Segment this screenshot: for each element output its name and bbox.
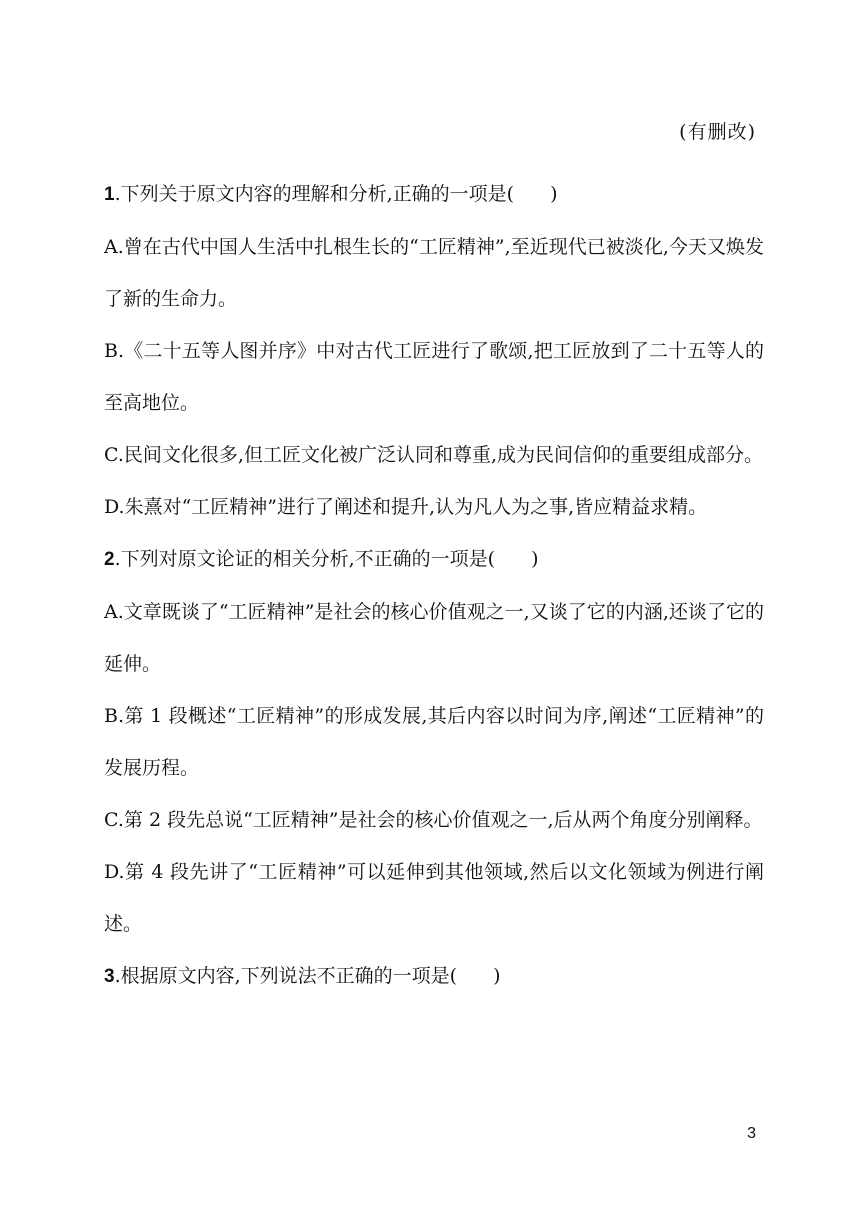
question-number: 3: [104, 966, 115, 987]
option-c: C.第 2 段先总说“工匠精神”是社会的核心价值观之一,后从两个角度分别阐释。: [104, 809, 763, 831]
option-c: C.民间文化很多,但工匠文化被广泛认同和尊重,成为民间信仰的重要组成部分。: [104, 444, 763, 466]
page-number: 3: [747, 1125, 756, 1142]
question-text-end: ): [493, 965, 501, 987]
question-stem: [104, 950, 764, 1003]
question-text-end: ): [531, 548, 539, 570]
question-stem: [104, 168, 764, 221]
question-list: [104, 168, 764, 1003]
option-d: D.第 4 段先讲了“工匠精神”可以延伸到其他领域,然后以文化领域为例进行阐述。: [104, 861, 764, 935]
option-a: A.曾在古代中国人生活中扎根生长的“工匠精神”,至近现代已被淡化,今天又焕发了新的生命力。: [104, 236, 764, 310]
option-a: A.文章既谈了“工匠精神”是社会的核心价值观之一,又谈了它的内涵,还谈了它的延伸。: [104, 601, 764, 675]
option-d: D.朱熹对“工匠精神”进行了阐述和提升,认为凡人为之事,皆应精益求精。: [104, 496, 708, 518]
question-number: 2: [104, 549, 115, 570]
question-text: .下列关于原文内容的理解和分析,正确的一项是(: [114, 183, 515, 205]
question-text-end: ): [550, 183, 558, 205]
question-text: .根据原文内容,下列说法不正确的一项是(: [114, 965, 458, 987]
option-b: B.《二十五等人图并序》中对古代工匠进行了歌颂,把工匠放到了二十五等人的至高地位。: [104, 340, 764, 414]
question-stem: [104, 533, 764, 586]
option-b: B.第 1 段概述“工匠精神”的形成发展,其后内容以时间为序,阐述“工匠精神”的发展历程。: [104, 705, 764, 779]
source-note: (有删改): [679, 121, 756, 143]
question-number: 1: [104, 184, 115, 205]
question-text: .下列对原文论证的相关分析,不正确的一项是(: [114, 548, 496, 570]
